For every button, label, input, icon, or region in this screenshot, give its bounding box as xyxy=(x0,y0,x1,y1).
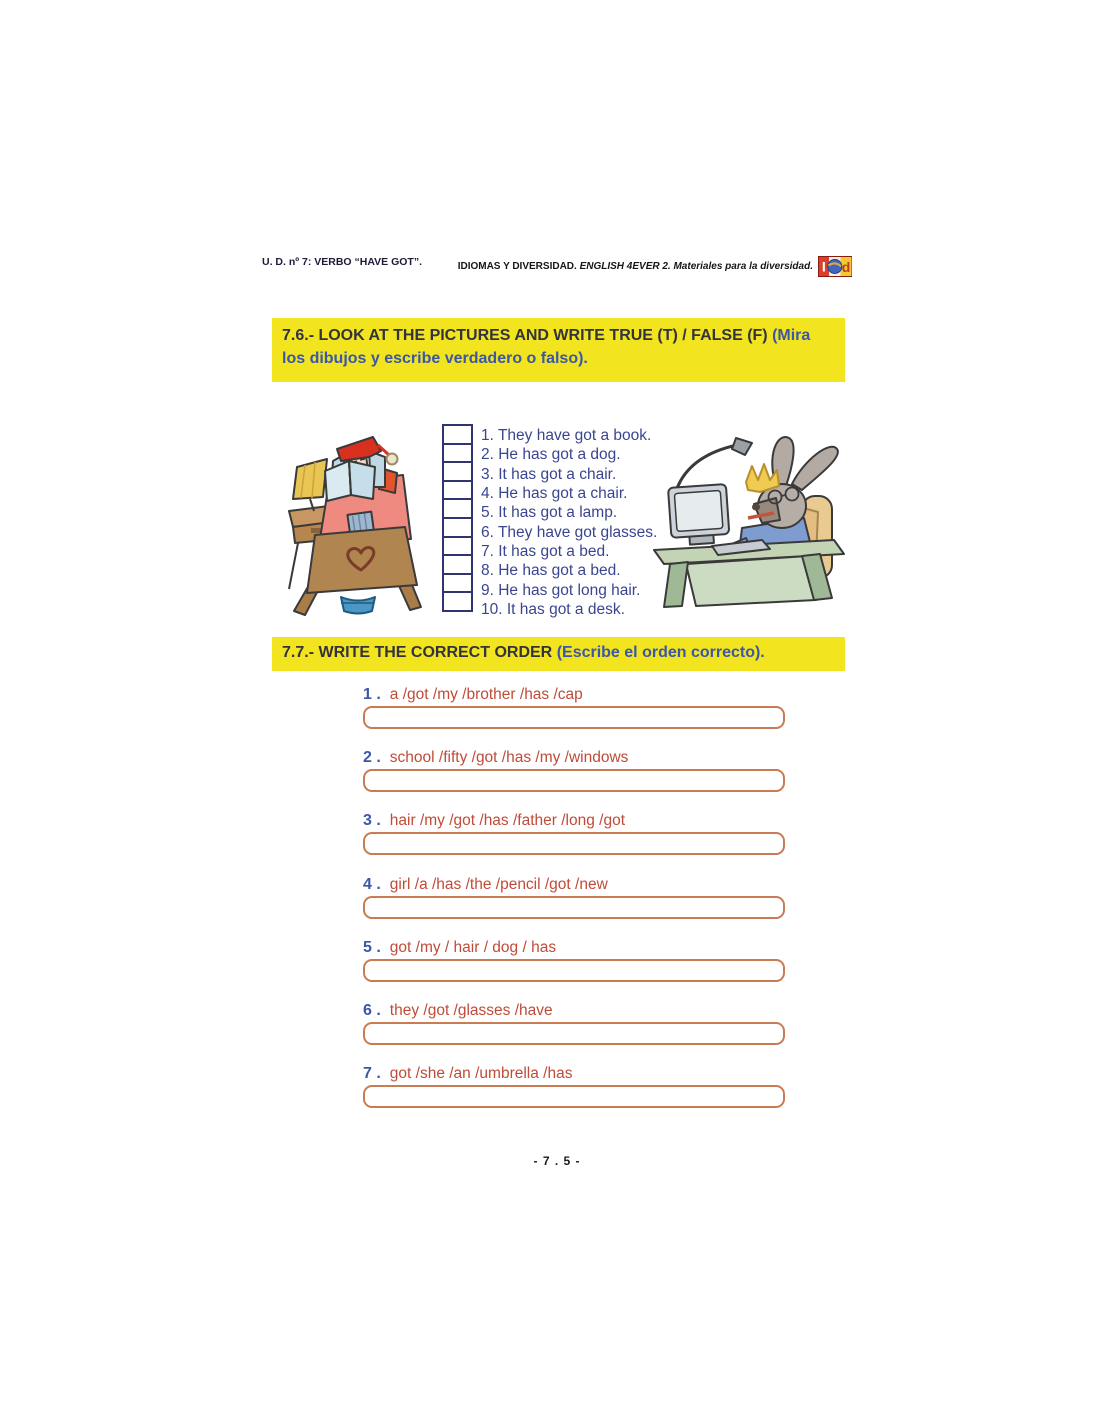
statement: 8. He has got a bed. xyxy=(481,562,621,580)
item-number: 4 . xyxy=(363,876,381,893)
item-number: 2 . xyxy=(363,749,381,766)
answer-box-4[interactable] xyxy=(363,896,785,919)
page-number: - 7 . 5 - xyxy=(533,1154,581,1168)
tf-checkbox-4[interactable] xyxy=(444,482,471,501)
series-header xyxy=(458,256,852,277)
order-item-1 xyxy=(363,685,785,729)
tf-checkbox-6[interactable] xyxy=(444,519,471,538)
order-item-3 xyxy=(363,811,785,855)
series-title: IDIOMAS Y DIVERSIDAD. ENGLISH 4EVER 2. Materiales para la diversidad. xyxy=(457,261,813,272)
globe-icon xyxy=(828,260,842,274)
lamp-icon xyxy=(293,459,327,499)
statement: 9. He has got long hair. xyxy=(481,581,641,599)
statement: 1. They have got a book. xyxy=(481,427,652,444)
item-number: 3 . xyxy=(363,812,381,829)
order-item-6 xyxy=(363,1001,785,1045)
logo-letter-d: d xyxy=(841,259,851,275)
answer-box-2[interactable] xyxy=(363,769,785,792)
order-item-4 xyxy=(363,875,785,919)
statement: 3. It has got a chair. xyxy=(481,465,617,483)
section-77-heading-en: 7.7.- WRITE THE CORRECT ORDER xyxy=(282,644,557,661)
answer-box-7[interactable] xyxy=(363,1085,785,1108)
computer-monitor-icon xyxy=(668,484,730,546)
scrambled-words: got /my / hair / dog / has xyxy=(389,939,557,956)
book-icon xyxy=(325,461,351,501)
statement: 10. It has got a desk. xyxy=(481,601,625,619)
section-77-heading-es: (Escribe el orden correcto). xyxy=(556,644,765,661)
order-item-2 xyxy=(363,748,785,792)
statement: 5. It has got a lamp. xyxy=(481,504,618,522)
statement: 7. It has got a bed. xyxy=(481,543,610,561)
item-number: 6 . xyxy=(363,1002,381,1019)
tf-checkbox-10[interactable] xyxy=(444,593,471,610)
answer-box-5[interactable] xyxy=(363,959,785,982)
series-subtitle: ENGLISH 4EVER 2. Materiales para la diversidad. xyxy=(579,261,813,272)
scrambled-words: school /fifty /got /has /my /windows xyxy=(389,749,629,766)
statement-list xyxy=(481,426,657,619)
scrambled-words: a /got /my /brother /has /cap xyxy=(389,686,583,703)
section-76-heading-en: 7.6.- LOOK AT THE PICTURES AND WRITE TRUE (T) / FALSE (F) xyxy=(282,327,773,344)
answer-box-1[interactable] xyxy=(363,706,785,729)
statement: 6. They have got glasses. xyxy=(481,523,658,541)
item-number: 1 . xyxy=(363,686,381,703)
order-item-5 xyxy=(363,938,785,982)
tf-checkbox-7[interactable] xyxy=(444,538,471,557)
answer-box-6[interactable] xyxy=(363,1022,785,1045)
order-item-7 xyxy=(363,1064,785,1108)
tf-checkbox-3[interactable] xyxy=(444,463,471,482)
section-77-heading xyxy=(272,637,845,671)
true-false-column xyxy=(442,424,473,612)
scrambled-words: got /she /an /umbrella /has xyxy=(389,1065,573,1082)
scrambled-words: hair /my /got /has /father /long /got xyxy=(389,812,626,829)
tf-checkbox-1[interactable] xyxy=(444,426,471,445)
item-number: 5 . xyxy=(363,939,381,956)
scrambled-words: girl /a /has /the /pencil /got /new xyxy=(389,876,608,893)
iod-logo xyxy=(818,256,852,277)
section-76-heading-es: (Mira los dibujos y escribe verdadero o falso). xyxy=(282,327,811,367)
section-76-heading xyxy=(272,318,845,382)
answer-box-3[interactable] xyxy=(363,832,785,855)
logo-letter-i: I xyxy=(821,258,826,275)
statement: 4. He has got a chair. xyxy=(481,485,628,503)
item-number: 7 . xyxy=(363,1065,381,1082)
unit-title: U. D. nº 7: VERBO “HAVE GOT”. xyxy=(262,256,422,268)
statement: 2. He has got a dog. xyxy=(481,446,621,464)
page-header xyxy=(262,256,852,277)
scrambled-words: they /got /glasses /have xyxy=(389,1002,553,1019)
tf-checkbox-8[interactable] xyxy=(444,556,471,575)
tf-checkbox-9[interactable] xyxy=(444,575,471,594)
tf-checkbox-2[interactable] xyxy=(444,445,471,464)
rabbit-at-computer-cartoon xyxy=(650,428,848,608)
tf-checkbox-5[interactable] xyxy=(444,500,471,519)
boy-reading-in-bed-cartoon xyxy=(281,419,433,619)
